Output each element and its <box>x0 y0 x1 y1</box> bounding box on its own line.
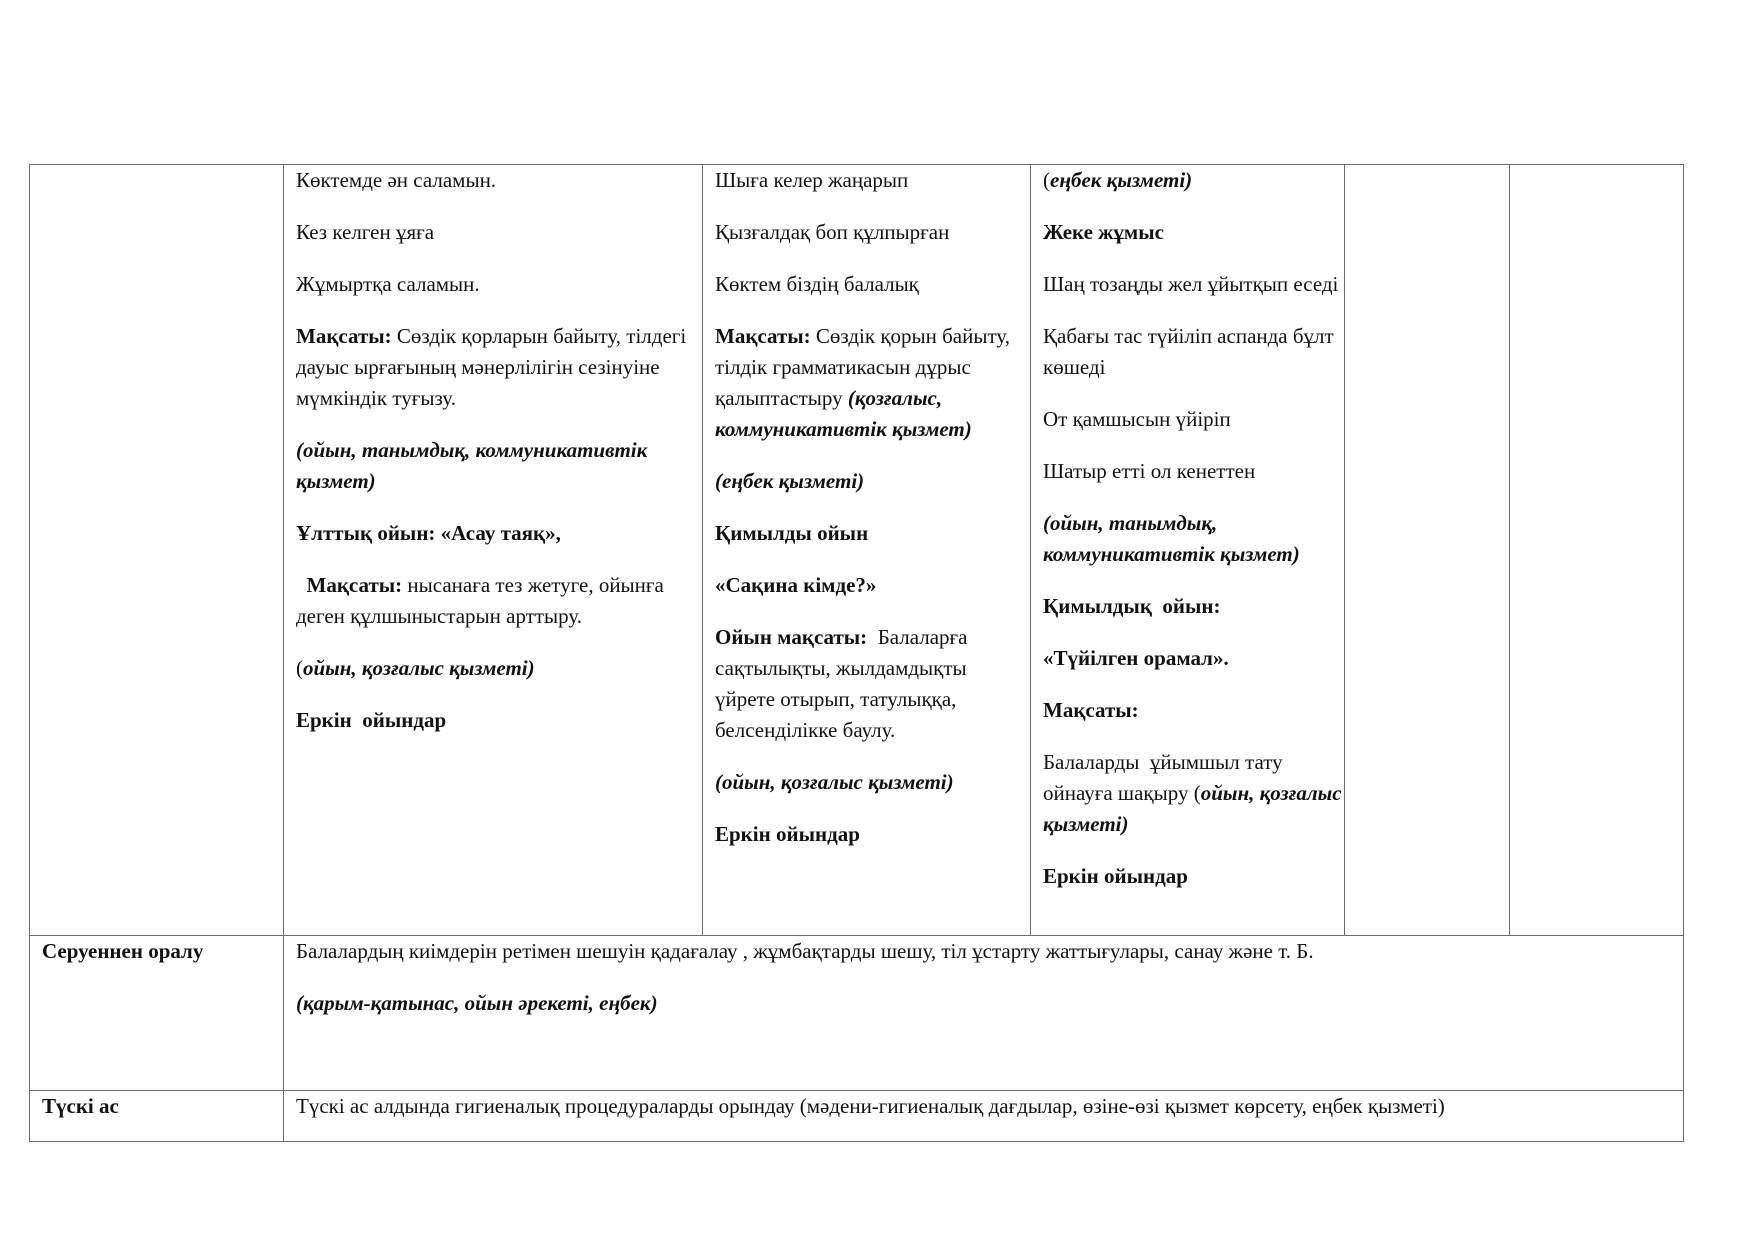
goal-paragraph <box>296 570 702 632</box>
poem-line: Кез келген ұяға <box>296 220 435 244</box>
goal-paragraph <box>715 321 1030 445</box>
goal-label: Мақсаты: <box>296 324 392 348</box>
row-label: Түскі ас <box>42 1094 119 1118</box>
poem-line: От қамшысын үйіріп <box>1043 407 1231 431</box>
row-label-cell <box>30 1091 284 1142</box>
activity-type: (қарым-қатынас, ойын әрекеті, еңбек) <box>296 991 658 1015</box>
activity-type: ойын, қозғалыс қызметі) <box>1043 781 1342 836</box>
lunch-row <box>30 1091 1684 1142</box>
day-cell-4-empty <box>1345 165 1510 936</box>
row-label-cell <box>30 936 284 1091</box>
activity-type: (қозғалыс, коммуникативтік қызмет) <box>715 386 972 441</box>
activity-type: (ойын, танымдық, коммуникативтік қызмет) <box>296 438 648 493</box>
game-title: «Сақина кімде?» <box>715 573 877 597</box>
row-text: Балалардың киімдерін ретімен шешуін қадағалау , жұмбақтарды шешу, тіл ұстарту жаттығулары, санау және т. Б. <box>296 939 1314 963</box>
game-heading: Қимылды ойын <box>715 521 869 545</box>
poem-line: Қабағы тас түйіліп аспанда бұлт көшеді <box>1043 324 1334 379</box>
free-games: Еркін ойындар <box>296 708 447 732</box>
poem-line: Шаң тозаңды жел ұйытқып еседі <box>1043 272 1339 296</box>
day-cell-2 <box>703 165 1031 936</box>
goal-label: Мақсаты: <box>1043 698 1139 722</box>
row-label: Серуеннен оралу <box>42 939 204 963</box>
goal-label: Мақсаты: <box>715 324 811 348</box>
activity-type: (ойын, қозғалыс қызметі) <box>296 656 535 680</box>
activity-type: (ойын, танымдық, коммуникативтік қызмет) <box>1043 511 1300 566</box>
game-title: «Түйілген орамал». <box>1043 646 1229 670</box>
day-cell-1 <box>284 165 703 936</box>
activity-row <box>30 165 1684 936</box>
day-cell-3 <box>1031 165 1345 936</box>
goal-text: Сөздік қорын байыту, тілдік грамматикасын дұрыс қалыптастыру <box>715 324 1011 410</box>
goal-paragraph <box>1043 747 1344 840</box>
poem-line: Қызғалдақ боп құлпырған <box>715 220 950 244</box>
row-content-cell <box>284 936 1684 1091</box>
poem-line: Шатыр етті ол кенеттен <box>1043 459 1256 483</box>
row-label-cell-empty <box>30 165 284 936</box>
daily-plan-table <box>29 164 1684 1142</box>
poem-line: Көктем біздің балалық <box>715 272 919 296</box>
poem-line: Шыға келер жаңарып <box>715 168 909 192</box>
goal-paragraph <box>296 321 702 414</box>
game-title: Ұлттық ойын: «Асау таяқ», <box>296 521 561 545</box>
game-heading: Қимылдық ойын: <box>1043 594 1221 618</box>
goal-paragraph <box>715 622 1030 746</box>
goal-text: нысанаға тез жетуге, ойынға деген құлшыныстарын арттыру. <box>296 573 664 628</box>
goal-text: Балаларға сақтылықты, жылдамдықты үйрете отырып, татулыққа, белсенділікке баулу. <box>715 625 973 742</box>
goal-text: Сөздік қорларын байыту, тілдегі дауыс ырғағының мәнерлілігін сезінуіне мүмкіндік туғызу. <box>296 324 687 410</box>
activity-type: (еңбек қызметі) <box>715 469 865 493</box>
goal-text: Балаларды ұйымшыл тату ойнауға шақыру ( <box>1043 750 1288 805</box>
row-content-cell <box>284 1091 1684 1142</box>
goal-label: Мақсаты: <box>296 573 403 597</box>
return-from-walk-row <box>30 936 1684 1091</box>
day-cell-5-empty <box>1510 165 1684 936</box>
individual-work: Жеке жұмыс <box>1043 220 1164 244</box>
activity-type: (еңбек қызметі) <box>1043 168 1193 192</box>
free-games: Еркін ойындар <box>1043 864 1188 888</box>
free-games: Еркін ойындар <box>715 822 860 846</box>
activity-type: (ойын, қозғалыс қызметі) <box>715 770 954 794</box>
goal-label: Ойын мақсаты: <box>715 625 868 649</box>
row-text: Түскі ас алдында гигиеналық процедураларды орындау (мәдени-гигиеналық дағдылар, өзіне-өзі қызмет көрсету, еңбек қызметі) <box>296 1094 1445 1118</box>
poem-line: Көктемде ән саламын. <box>296 168 497 192</box>
poem-line: Жұмыртқа саламын. <box>296 272 480 296</box>
